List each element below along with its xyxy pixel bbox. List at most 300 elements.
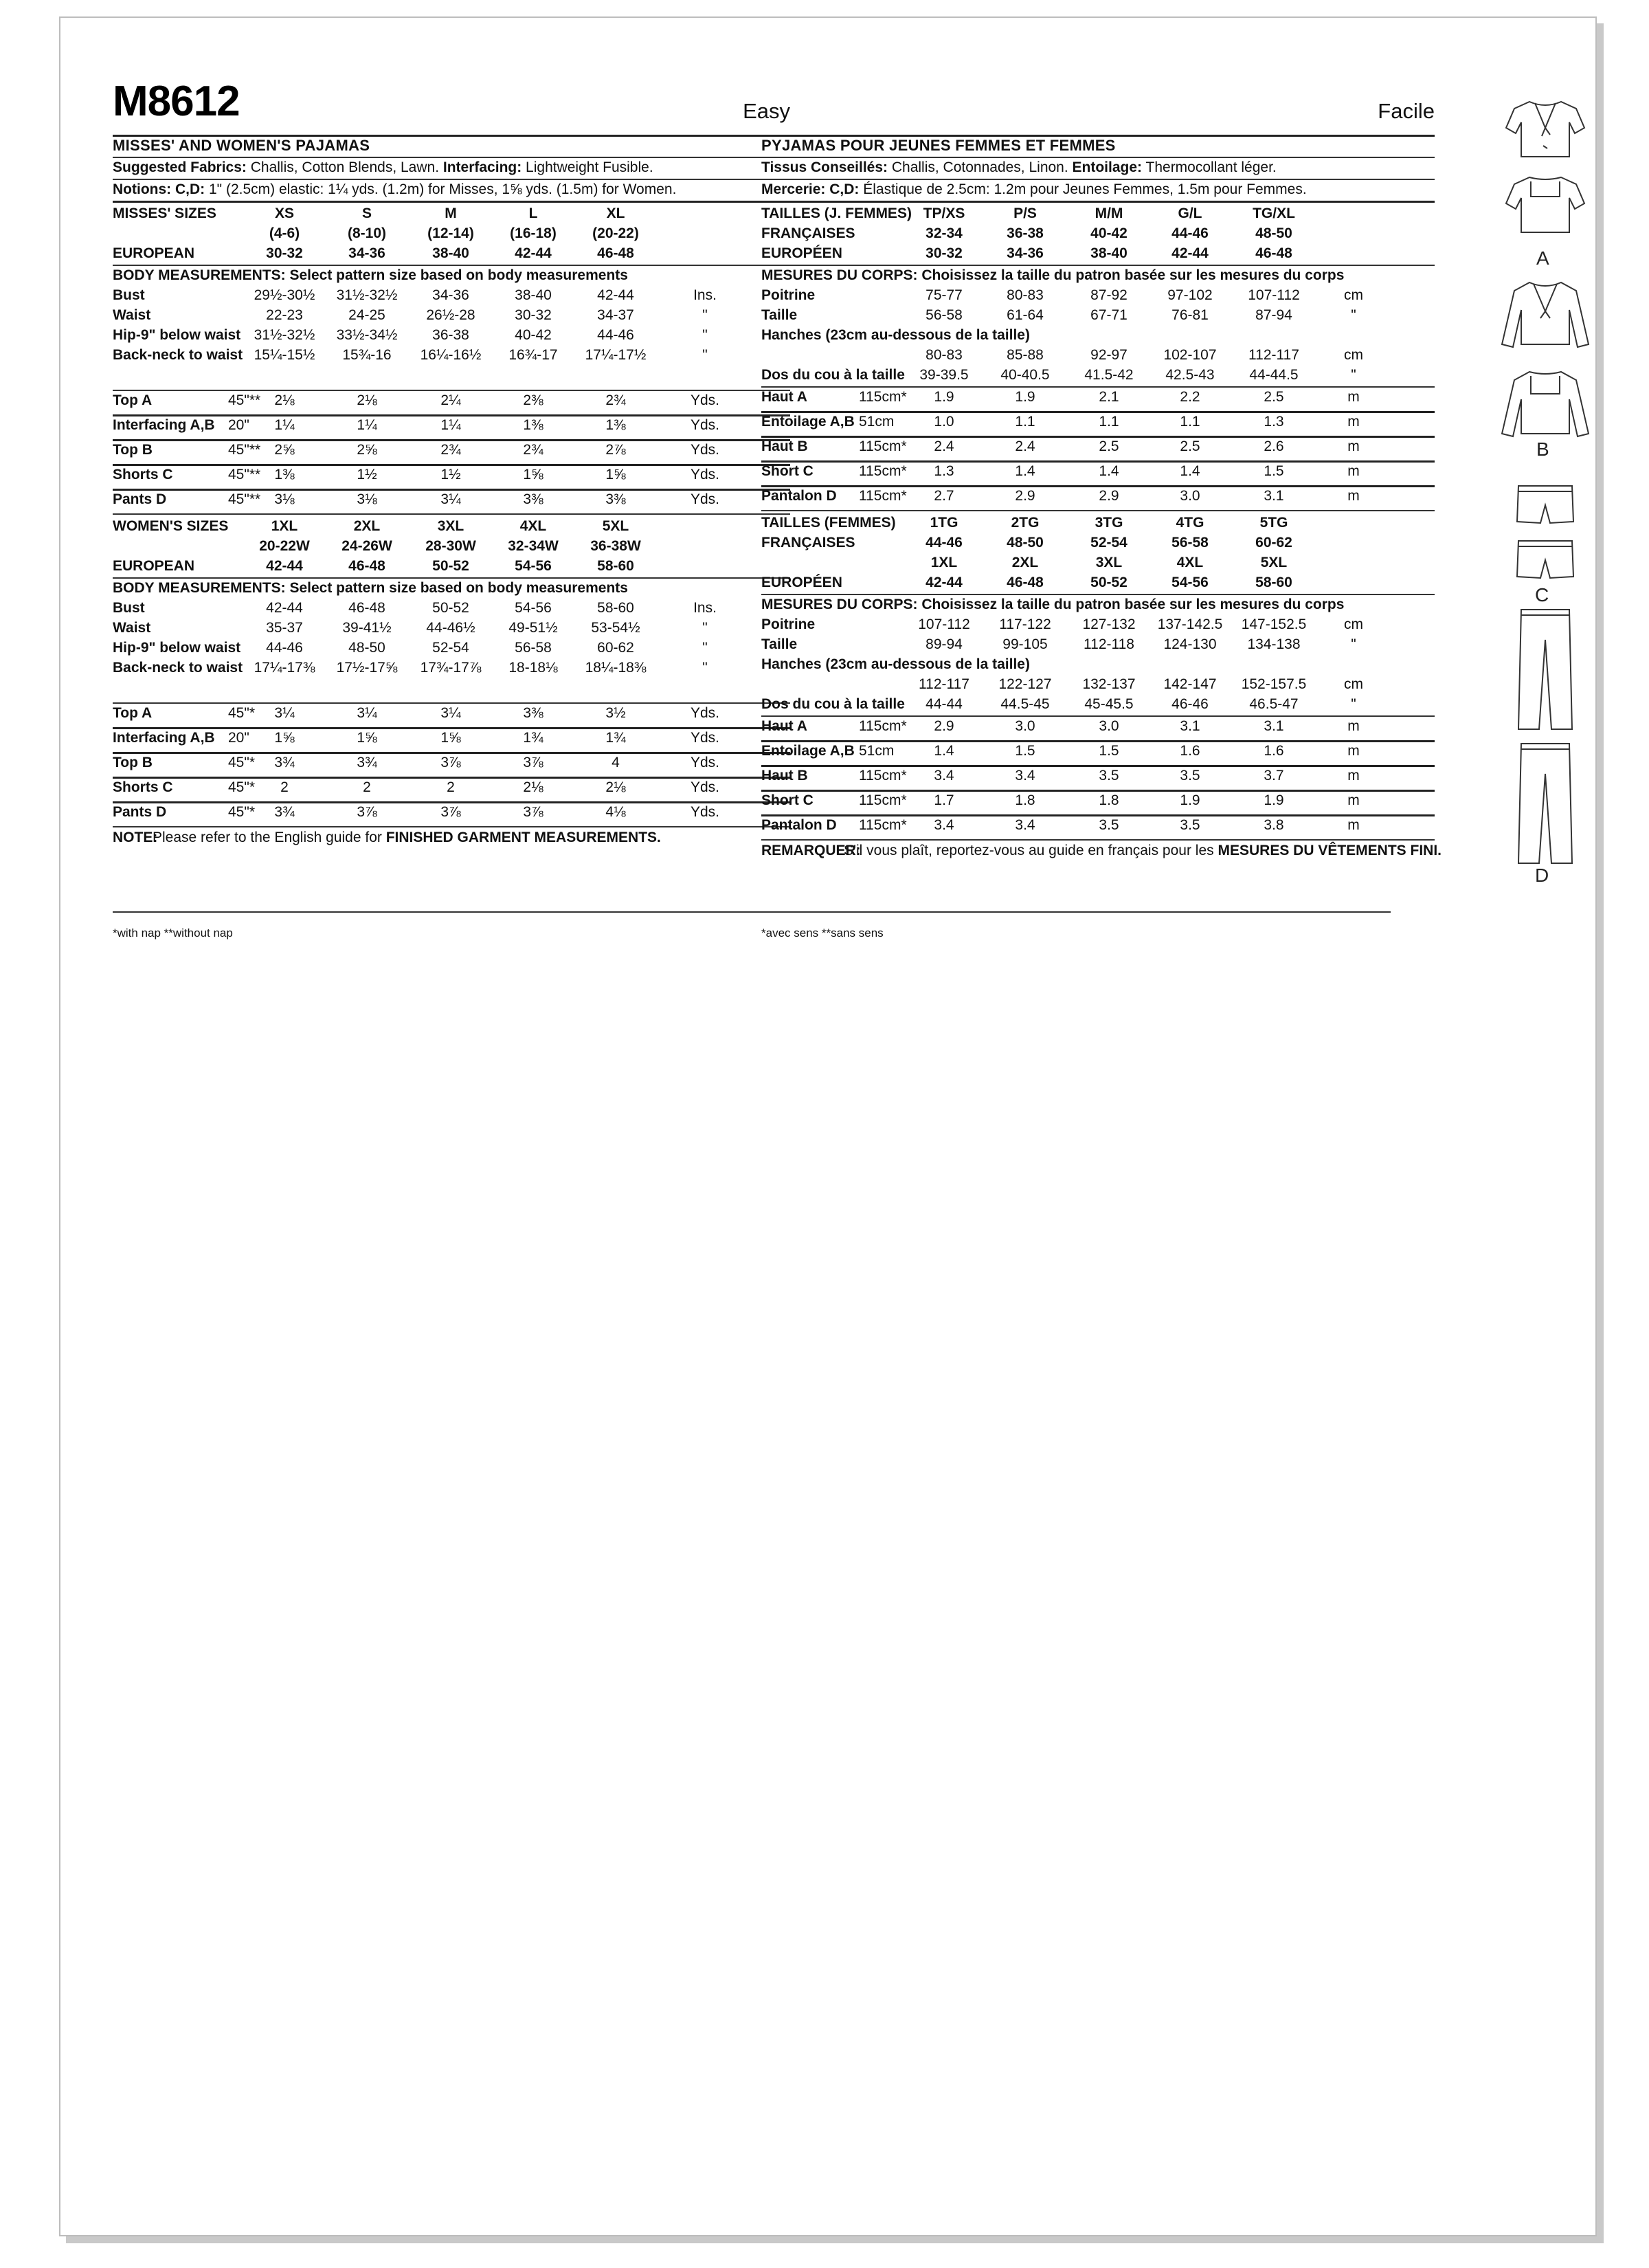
yardage-row bbox=[113, 465, 790, 485]
yardage-row bbox=[113, 415, 790, 436]
fabric-width: 45"* bbox=[228, 705, 255, 721]
fabric-width: 20" bbox=[228, 730, 249, 746]
body-row-fr bbox=[761, 614, 1435, 635]
unit-cell: m bbox=[1347, 488, 1360, 504]
fabric-width: 45"* bbox=[228, 755, 255, 770]
francaises-row bbox=[761, 533, 1435, 553]
unit-cell: m bbox=[1347, 743, 1360, 759]
view-letter-a: A bbox=[1536, 247, 1549, 269]
body-cell: 46.5-47 bbox=[1249, 696, 1299, 712]
view-letter-d: D bbox=[1535, 865, 1549, 886]
unit-cell: " bbox=[702, 660, 708, 676]
yardage-cell: 1⅝ bbox=[605, 467, 626, 482]
yardage-cell: 1.9 bbox=[934, 389, 954, 405]
note-label: REMARQUER: bbox=[761, 843, 861, 858]
size-cell: 5TG bbox=[1259, 515, 1288, 531]
yardage-row-fr bbox=[761, 461, 1435, 482]
body-cell: 112-117 bbox=[1248, 347, 1299, 363]
size-cell: 2XL bbox=[353, 518, 381, 534]
unit-cell: Ins. bbox=[693, 600, 717, 616]
european-row-fr bbox=[761, 572, 1435, 593]
yardage-label: Top A bbox=[113, 392, 153, 408]
yardage-cell: 2.1 bbox=[1099, 389, 1119, 405]
view-letter-c: C bbox=[1535, 584, 1549, 605]
yardage-row-fr bbox=[761, 766, 1435, 786]
yardage-cell: 4⅛ bbox=[605, 804, 626, 820]
body-cell: 75-77 bbox=[926, 287, 963, 303]
difficulty-label: Easy bbox=[743, 99, 790, 123]
suggested-fabrics: Suggested Fabrics: Challis, Cotton Blends, Lawn. Interfacing: Lightweight Fusible. bbox=[113, 159, 653, 175]
xl-cell: 5XL bbox=[1260, 555, 1288, 570]
fabric-width: 45"* bbox=[228, 804, 255, 820]
body-cell: 89-94 bbox=[926, 636, 963, 652]
yardage-row bbox=[113, 777, 790, 798]
yardage-cell: 3.7 bbox=[1264, 768, 1284, 783]
fabric-width: 51cm bbox=[859, 743, 895, 759]
body-cell: 22-23 bbox=[266, 307, 303, 323]
european-cell: 38-40 bbox=[432, 245, 469, 261]
pants-d-front-icon bbox=[1518, 610, 1572, 729]
body-row bbox=[113, 638, 790, 658]
yardage-cell: 3⅞ bbox=[523, 755, 543, 770]
yardage-cell: 2.4 bbox=[1015, 438, 1035, 454]
body-row bbox=[113, 305, 790, 326]
size-range-cell: (12-14) bbox=[427, 225, 474, 241]
yardage-cell: 1.5 bbox=[1015, 743, 1035, 759]
body-cell: 34-36 bbox=[432, 287, 469, 303]
unit-cell: Ins. bbox=[693, 287, 717, 303]
yardage-label: Top B bbox=[113, 755, 153, 770]
yardage-cell: 3.5 bbox=[1180, 817, 1200, 833]
yardage-label: Haut A bbox=[761, 389, 807, 405]
yardage-cell: 1.4 bbox=[1015, 463, 1035, 479]
body-row bbox=[113, 658, 790, 678]
body-label: Taille bbox=[761, 636, 798, 652]
body-cell: 97-102 bbox=[1167, 287, 1213, 303]
yardage-cell: 2.7 bbox=[934, 488, 954, 504]
francaises-label: FRANÇAISES bbox=[761, 225, 855, 241]
shorts-c-front-icon bbox=[1517, 486, 1573, 523]
size-cell: P/S bbox=[1013, 205, 1037, 221]
body-cell: 107-112 bbox=[1248, 287, 1300, 303]
body-cell: 87-92 bbox=[1090, 287, 1128, 303]
european-row bbox=[113, 243, 790, 264]
unit-cell: m bbox=[1347, 389, 1360, 405]
yardage-cell: 2.5 bbox=[1099, 438, 1119, 454]
body-label: Waist bbox=[113, 620, 151, 636]
yardage-cell: 1¼ bbox=[440, 417, 461, 433]
unit-cell: " bbox=[1351, 636, 1356, 652]
yardage-cell: 3⅜ bbox=[523, 491, 543, 507]
body-cell: 40-42 bbox=[515, 327, 552, 343]
yardage-cell: 3.0 bbox=[1015, 718, 1035, 734]
unit-cell: " bbox=[1351, 307, 1356, 323]
yardage-cell: 1⅝ bbox=[357, 730, 377, 746]
size-cell: 3TG bbox=[1095, 515, 1123, 531]
yardage-cell: 2¾ bbox=[605, 392, 626, 408]
top-b-front-icon bbox=[1502, 282, 1589, 347]
hanches-label-row bbox=[761, 654, 1435, 675]
size-cell: S bbox=[361, 205, 372, 221]
european-label: EUROPÉEN bbox=[761, 575, 842, 590]
body-cell: 18¼-18⅜ bbox=[585, 660, 647, 676]
size-cell: L bbox=[528, 205, 538, 221]
pants-d-back-icon bbox=[1518, 744, 1572, 863]
body-heading-fr bbox=[761, 265, 1435, 286]
body-heading bbox=[113, 578, 790, 599]
unit-cell: Yds. bbox=[690, 804, 720, 820]
body-cell: 31½-32½ bbox=[336, 287, 398, 303]
european-cell: 42-44 bbox=[515, 245, 552, 261]
size-label: WOMEN'S SIZES bbox=[113, 518, 229, 534]
body-cell: 124-130 bbox=[1163, 636, 1217, 652]
yardage-cell: 3¼ bbox=[440, 491, 461, 507]
size-cell: M bbox=[445, 205, 457, 221]
hanches-label: Hanches (23cm au-dessous de la taille) bbox=[761, 656, 1030, 672]
notions: Notions: C,D: 1" (2.5cm) elastic: 1¼ yds. (1.2m) for Misses, 1⅝ yds. (1.5m) for Women. bbox=[113, 181, 677, 197]
european-cell: 54-56 bbox=[515, 558, 552, 574]
yardage-cell: 2.9 bbox=[934, 718, 954, 734]
european-cell: 50-52 bbox=[432, 558, 469, 574]
unit-cell: cm bbox=[1344, 287, 1363, 303]
hanches-label: Hanches (23cm au-dessous de la taille) bbox=[761, 327, 1030, 343]
yardage-label: Pants D bbox=[113, 804, 167, 820]
body-heading-text: BODY MEASUREMENTS: Select pattern size based on body measurements bbox=[113, 580, 628, 596]
francaises-cell: 48-50 bbox=[1007, 535, 1044, 551]
fabric-width: 45"** bbox=[228, 491, 261, 507]
yardage-row bbox=[113, 390, 790, 411]
unit-cell: " bbox=[702, 640, 708, 656]
yardage-row-fr bbox=[761, 387, 1435, 408]
body-cell: 122-127 bbox=[998, 676, 1052, 692]
unit-cell: Yds. bbox=[690, 417, 720, 433]
note-bold: MESURES DU VÊTEMENTS FINI. bbox=[1218, 843, 1442, 858]
pattern-code: M8612 bbox=[113, 78, 240, 125]
yardage-cell: 2.9 bbox=[1099, 488, 1119, 504]
body-cell: 16¾-17 bbox=[508, 347, 558, 363]
unit-cell: Yds. bbox=[690, 730, 720, 746]
yardage-row bbox=[113, 440, 790, 460]
unit-cell: m bbox=[1347, 463, 1360, 479]
yardage-cell: 1.5 bbox=[1264, 463, 1284, 479]
size-cell: G/L bbox=[1178, 205, 1202, 221]
yardage-row-fr bbox=[761, 716, 1435, 737]
yardage-cell: 3.4 bbox=[1015, 768, 1035, 783]
body-cell: 38-40 bbox=[515, 287, 552, 303]
nap-footnote: *with nap **without nap bbox=[113, 926, 233, 940]
size-header-row bbox=[113, 203, 790, 224]
body-cell: 39-41½ bbox=[342, 620, 392, 636]
fabric-width: 115cm* bbox=[859, 718, 907, 734]
yardage-cell: 2⅛ bbox=[523, 779, 543, 795]
body-cell: 50-52 bbox=[432, 600, 469, 616]
yardage-row bbox=[113, 703, 790, 724]
european-cell: 42-44 bbox=[926, 575, 963, 590]
view-illustrations bbox=[1501, 93, 1590, 904]
body-row-fr bbox=[761, 285, 1435, 306]
body-cell: 46-48 bbox=[348, 600, 385, 616]
size-range-cell: 28-30W bbox=[425, 538, 476, 554]
european-label: EUROPEAN bbox=[113, 245, 195, 261]
body-cell: 42-44 bbox=[266, 600, 303, 616]
francaises-cell: 32-34 bbox=[926, 225, 963, 241]
size-cell: TG/XL bbox=[1253, 205, 1295, 221]
body-cell: 16¼-16½ bbox=[420, 347, 482, 363]
yardage-row-fr bbox=[761, 741, 1435, 761]
unit-cell: Yds. bbox=[690, 392, 720, 408]
hanches-row bbox=[761, 674, 1435, 695]
yardage-label: Pantalon D bbox=[761, 488, 837, 504]
yardage-cell: 2⅛ bbox=[274, 392, 295, 408]
body-cell: 44.5-45 bbox=[1000, 696, 1050, 712]
body-cell: 134-138 bbox=[1247, 636, 1301, 652]
body-cell: 17¼-17⅜ bbox=[254, 660, 315, 676]
yardage-row-fr bbox=[761, 790, 1435, 811]
yardage-label: Pants D bbox=[113, 491, 167, 507]
yardage-label: Shorts C bbox=[113, 779, 173, 795]
yardage-cell: 1⅜ bbox=[523, 417, 543, 433]
european-row bbox=[113, 556, 790, 577]
fabric-width: 115cm* bbox=[859, 438, 907, 454]
yardage-cell: 3.1 bbox=[1264, 718, 1284, 734]
body-cell: 112-117 bbox=[919, 676, 969, 692]
size-cell: 5XL bbox=[602, 518, 629, 534]
yardage-cell: 3.4 bbox=[934, 768, 954, 783]
body-cell: 61-64 bbox=[1007, 307, 1044, 323]
yardage-cell: 3.5 bbox=[1180, 768, 1200, 783]
yardage-cell: 1.3 bbox=[934, 463, 954, 479]
unit-cell: Yds. bbox=[690, 755, 720, 770]
yardage-label: Short C bbox=[761, 463, 814, 479]
pattern-envelope-back bbox=[59, 16, 1597, 2236]
body-row bbox=[113, 325, 790, 346]
fabric-width: 51cm bbox=[859, 414, 895, 430]
xl-row bbox=[761, 553, 1435, 573]
francaises-cell: 44-46 bbox=[1171, 225, 1209, 241]
european-cell: 42-44 bbox=[1171, 245, 1209, 261]
unit-cell: " bbox=[702, 347, 708, 363]
size-range-cell: 32-34W bbox=[508, 538, 559, 554]
body-cell: 107-112 bbox=[918, 616, 970, 632]
unit-cell: " bbox=[702, 327, 708, 343]
yardage-label: Haut B bbox=[761, 438, 808, 454]
body-row-fr bbox=[761, 305, 1435, 326]
body-cell: 85-88 bbox=[1007, 347, 1044, 363]
yardage-cell: 1.1 bbox=[1180, 414, 1200, 430]
yardage-row-fr bbox=[761, 486, 1435, 507]
yardage-cell: 3⅞ bbox=[440, 804, 461, 820]
yardage-cell: 3⅞ bbox=[440, 755, 461, 770]
body-cell: 42.5-43 bbox=[1165, 367, 1215, 383]
yardage-row-fr bbox=[761, 436, 1435, 457]
dos-row bbox=[761, 365, 1435, 386]
hanches-label-row bbox=[761, 325, 1435, 346]
yardage-cell: 1.9 bbox=[1264, 792, 1284, 808]
yardage-cell: 2¾ bbox=[523, 442, 543, 458]
body-cell: 142-147 bbox=[1163, 676, 1217, 692]
nap-footnote-fr: *avec sens **sans sens bbox=[761, 926, 884, 940]
body-cell: 152-157.5 bbox=[1241, 676, 1307, 692]
size-header-row-fr bbox=[761, 513, 1435, 533]
body-cell: 147-152.5 bbox=[1241, 616, 1307, 632]
yardage-cell: 3⅞ bbox=[523, 804, 543, 820]
yardage-cell: 3.4 bbox=[1015, 817, 1035, 833]
yardage-cell: 3½ bbox=[605, 705, 626, 721]
yardage-cell: 1¾ bbox=[523, 730, 543, 746]
section-title-fr: PYJAMAS POUR JEUNES FEMMES ET FEMMES bbox=[761, 137, 1116, 154]
unit-cell: Yds. bbox=[690, 491, 720, 507]
european-cell: 46-48 bbox=[1007, 575, 1044, 590]
fabric-width: 45"** bbox=[228, 467, 261, 482]
note-row-fr bbox=[761, 841, 1442, 861]
yardage-cell: 2.9 bbox=[1015, 488, 1035, 504]
unit-cell: Yds. bbox=[690, 467, 720, 482]
yardage-label: Shorts C bbox=[113, 467, 173, 482]
unit-cell: cm bbox=[1344, 347, 1363, 363]
yardage-cell: 2⅜ bbox=[523, 392, 543, 408]
divider bbox=[761, 911, 1391, 913]
yardage-cell: 2 bbox=[447, 779, 455, 795]
yardage-cell: 1.6 bbox=[1264, 743, 1284, 759]
note-bold: FINISHED GARMENT MEASUREMENTS. bbox=[385, 830, 661, 845]
unit-cell: m bbox=[1347, 718, 1360, 734]
body-cell: 34-37 bbox=[597, 307, 634, 323]
body-cell: 99-105 bbox=[1002, 636, 1048, 652]
yardage-cell: 2¾ bbox=[440, 442, 461, 458]
european-cell: 54-56 bbox=[1171, 575, 1209, 590]
section-title: MISSES' AND WOMEN'S PAJAMAS bbox=[113, 137, 370, 154]
yardage-cell: 1.0 bbox=[934, 414, 954, 430]
body-label: Dos du cou à la taille bbox=[761, 367, 905, 383]
divider bbox=[113, 513, 790, 515]
body-cell: 30-32 bbox=[515, 307, 552, 323]
body-cell: 15¾-16 bbox=[342, 347, 392, 363]
francaises-cell: 44-46 bbox=[926, 535, 963, 551]
yardage-cell: 3¼ bbox=[274, 705, 295, 721]
yardage-cell: 3⅞ bbox=[357, 804, 377, 820]
yardage-cell: 1.7 bbox=[934, 792, 954, 808]
yardage-cell: 2¼ bbox=[440, 392, 461, 408]
yardage-cell: 3¾ bbox=[274, 804, 295, 820]
yardage-cell: 1½ bbox=[357, 467, 377, 482]
size-cell: 2TG bbox=[1011, 515, 1040, 531]
yardage-cell: 1.3 bbox=[1264, 414, 1284, 430]
difficulty-label-fr: Facile bbox=[1378, 99, 1435, 123]
francaises-label: FRANÇAISES bbox=[761, 535, 855, 551]
body-label: Dos du cou à la taille bbox=[761, 696, 905, 712]
body-cell: 41.5-42 bbox=[1084, 367, 1134, 383]
yardage-label: Interfacing A,B bbox=[113, 417, 215, 433]
body-cell: 60-62 bbox=[597, 640, 634, 656]
body-cell: 53-54½ bbox=[591, 620, 640, 636]
body-cell: 39-39.5 bbox=[919, 367, 969, 383]
european-label: EUROPÉEN bbox=[761, 245, 842, 261]
unit-cell: Yds. bbox=[690, 779, 720, 795]
body-cell: 132-137 bbox=[1082, 676, 1136, 692]
yardage-label: Short C bbox=[761, 792, 814, 808]
yardage-cell: 3¼ bbox=[440, 705, 461, 721]
size-label: MISSES' SIZES bbox=[113, 205, 216, 221]
yardage-cell: 4 bbox=[612, 755, 620, 770]
body-heading-fr bbox=[761, 594, 1435, 615]
yardage-cell: 2 bbox=[280, 779, 289, 795]
body-heading-text: BODY MEASUREMENTS: Select pattern size based on body measurements bbox=[113, 267, 628, 283]
yardage-cell: 1.8 bbox=[1015, 792, 1035, 808]
yardage-cell: 2.6 bbox=[1264, 438, 1284, 454]
yardage-cell: 1⅜ bbox=[274, 467, 295, 482]
body-cell: 87-94 bbox=[1255, 307, 1292, 323]
body-cell: 24-25 bbox=[348, 307, 385, 323]
yardage-cell: 1¼ bbox=[357, 417, 377, 433]
yardage-row bbox=[113, 728, 790, 748]
yardage-cell: 3¾ bbox=[274, 755, 295, 770]
fabric-width: 20" bbox=[228, 417, 249, 433]
unit-cell: " bbox=[1351, 367, 1356, 383]
body-row-fr bbox=[761, 634, 1435, 655]
size-cell: XL bbox=[606, 205, 625, 221]
body-cell: 76-81 bbox=[1171, 307, 1209, 323]
yardage-cell: 1⅜ bbox=[605, 417, 626, 433]
francaises-cell: 48-50 bbox=[1255, 225, 1292, 241]
unit-cell: m bbox=[1347, 438, 1360, 454]
body-cell: 17¼-17½ bbox=[585, 347, 647, 363]
note-row bbox=[113, 827, 790, 848]
yardage-cell: 1⅝ bbox=[440, 730, 461, 746]
yardage-cell: 2.5 bbox=[1264, 389, 1284, 405]
size-cell: XS bbox=[274, 205, 294, 221]
yardage-label: Top B bbox=[113, 442, 153, 458]
size-cell: 4TG bbox=[1176, 515, 1204, 531]
yardage-cell: 1.5 bbox=[1099, 743, 1119, 759]
body-cell: 45-45.5 bbox=[1084, 696, 1134, 712]
fabric-width: 45"** bbox=[228, 392, 261, 408]
body-row bbox=[113, 598, 790, 619]
note-text: Please refer to the English guide for bbox=[153, 830, 386, 845]
body-label: Bust bbox=[113, 287, 145, 303]
fabric-width: 115cm* bbox=[859, 768, 907, 783]
body-label: Hip-9" below waist bbox=[113, 640, 241, 656]
yardage-cell: 3⅛ bbox=[357, 491, 377, 507]
size-cell: 4XL bbox=[519, 518, 547, 534]
unit-cell: Yds. bbox=[690, 442, 720, 458]
body-cell: 18-18⅛ bbox=[508, 660, 558, 676]
european-cell: 34-36 bbox=[1007, 245, 1044, 261]
body-cell: 44-44.5 bbox=[1249, 367, 1299, 383]
yardage-row-fr bbox=[761, 412, 1435, 432]
size-range-cell: (16-18) bbox=[510, 225, 557, 241]
body-cell: 80-83 bbox=[926, 347, 963, 363]
european-cell: 50-52 bbox=[1090, 575, 1128, 590]
fabric-width: 45"** bbox=[228, 442, 261, 458]
unit-cell: m bbox=[1347, 768, 1360, 783]
yardage-label: Top A bbox=[113, 705, 153, 721]
view-letter-b: B bbox=[1536, 438, 1549, 460]
francaises-row bbox=[761, 223, 1435, 244]
body-cell: 46-46 bbox=[1171, 696, 1209, 712]
yardage-cell: 3.1 bbox=[1264, 488, 1284, 504]
yardage-cell: 2 bbox=[363, 779, 371, 795]
yardage-cell: 1.8 bbox=[1099, 792, 1119, 808]
yardage-cell: 1.4 bbox=[1099, 463, 1119, 479]
body-cell: 92-97 bbox=[1090, 347, 1128, 363]
yardage-cell: 2⅝ bbox=[274, 442, 295, 458]
body-label: Bust bbox=[113, 600, 145, 616]
yardage-cell: 2⅞ bbox=[605, 442, 626, 458]
yardage-cell: 1.6 bbox=[1180, 743, 1200, 759]
yardage-label: Haut B bbox=[761, 768, 808, 783]
size-range-cell: (4-6) bbox=[269, 225, 300, 241]
yardage-label: Interfacing A,B bbox=[113, 730, 215, 746]
